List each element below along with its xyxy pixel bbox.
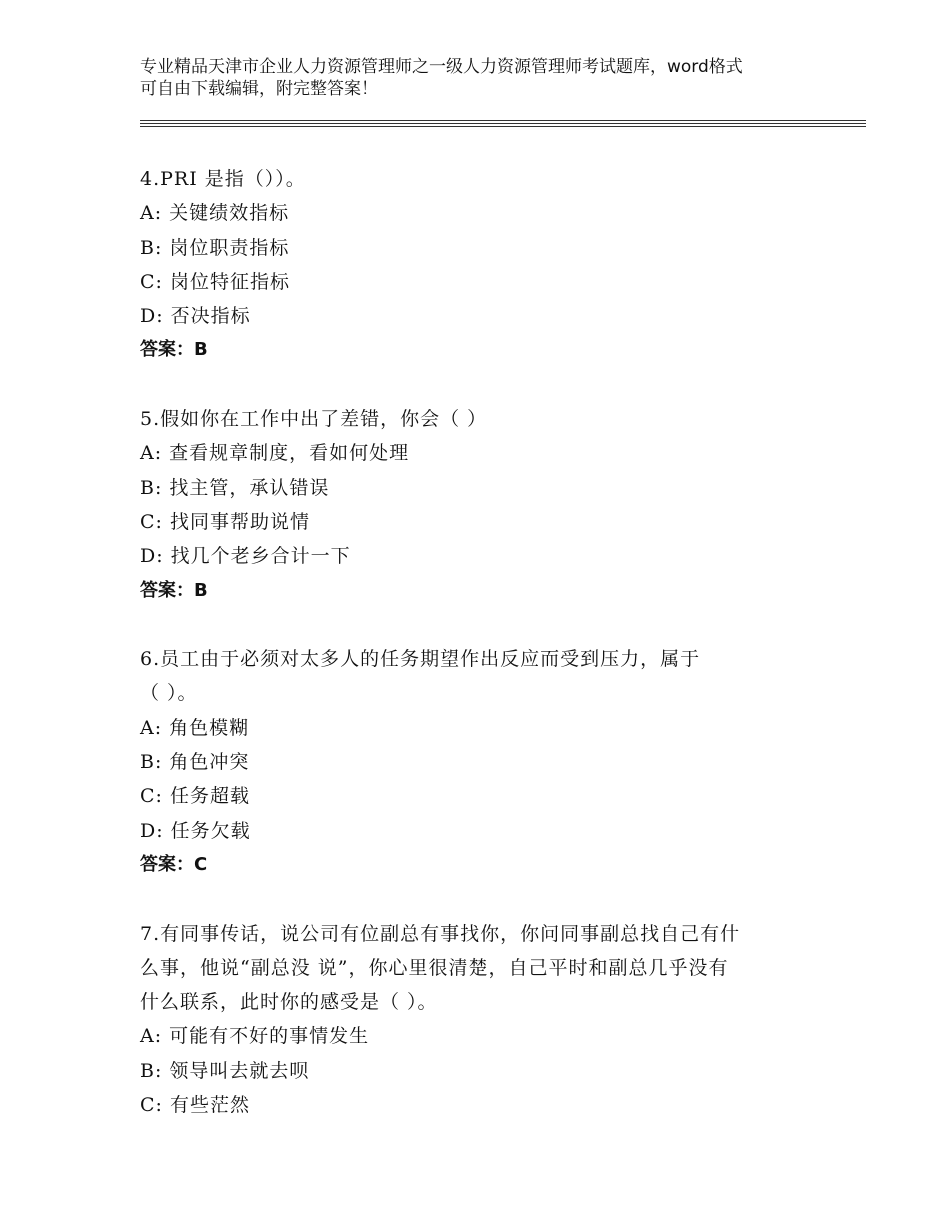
spacer	[140, 882, 840, 916]
option-b: B: 找主管，承认错误	[140, 476, 330, 499]
question-list	[140, 162, 840, 1122]
option-c: C: 有些茫然	[140, 1094, 250, 1117]
question-stem: 7.有同事传话，说公司有位副总有事找你，你问同事副总找自己有什	[140, 922, 741, 945]
question-7	[140, 917, 840, 1123]
option-d: D: 找几个老乡合计一下	[140, 545, 351, 568]
option-c: C: 岗位特征指标	[140, 270, 290, 293]
header-divider	[140, 126, 866, 127]
question-4	[140, 162, 840, 368]
option-a: A: 关键绩效指标	[140, 202, 290, 225]
option-a: A: 查看规章制度，看如何处理	[140, 442, 410, 465]
question-stem: 么事，他说“副总没 说”，你心里很清楚，自己平时和副总几乎没有	[140, 956, 729, 979]
header-divider	[140, 123, 866, 124]
question-stem: 什么联系，此时你的感受是（ ）。	[140, 991, 438, 1014]
option-b: B: 角色冲突	[140, 751, 250, 774]
question-5	[140, 402, 840, 608]
option-d: D: 任务欠载	[140, 819, 251, 842]
question-6	[140, 642, 840, 882]
spacer	[140, 368, 840, 402]
option-a: A: 可能有不好的事情发生	[140, 1025, 370, 1048]
question-stem: （ ）。	[140, 682, 198, 705]
document-header	[140, 56, 840, 100]
option-a: A: 角色模糊	[140, 716, 250, 739]
option-c: C: 找同事帮助说情	[140, 510, 310, 533]
option-c: C: 任务超载	[140, 785, 250, 808]
question-stem: 4.PRI 是指（））。	[140, 168, 306, 190]
option-d: D: 否决指标	[140, 305, 251, 328]
header-divider	[140, 120, 866, 121]
question-stem: 5.假如你在工作中出了差错，你会（ ）	[140, 408, 488, 431]
option-b: B: 岗位职责指标	[140, 236, 290, 259]
answer-line: 答案：C	[140, 853, 208, 875]
header-line-2: 可自由下载编辑，附完整答案！	[140, 79, 378, 99]
option-b: B: 领导叫去就去呗	[140, 1059, 310, 1082]
header-line-1: 专业精品天津市企业人力资源管理师之一级人力资源管理师考试题库，word格式	[140, 57, 743, 77]
spacer	[140, 608, 840, 642]
answer-line: 答案：B	[140, 339, 208, 361]
question-stem: 6.员工由于必须对太多人的任务期望作出反应而受到压力，属于	[140, 648, 701, 671]
answer-line: 答案：B	[140, 579, 208, 601]
